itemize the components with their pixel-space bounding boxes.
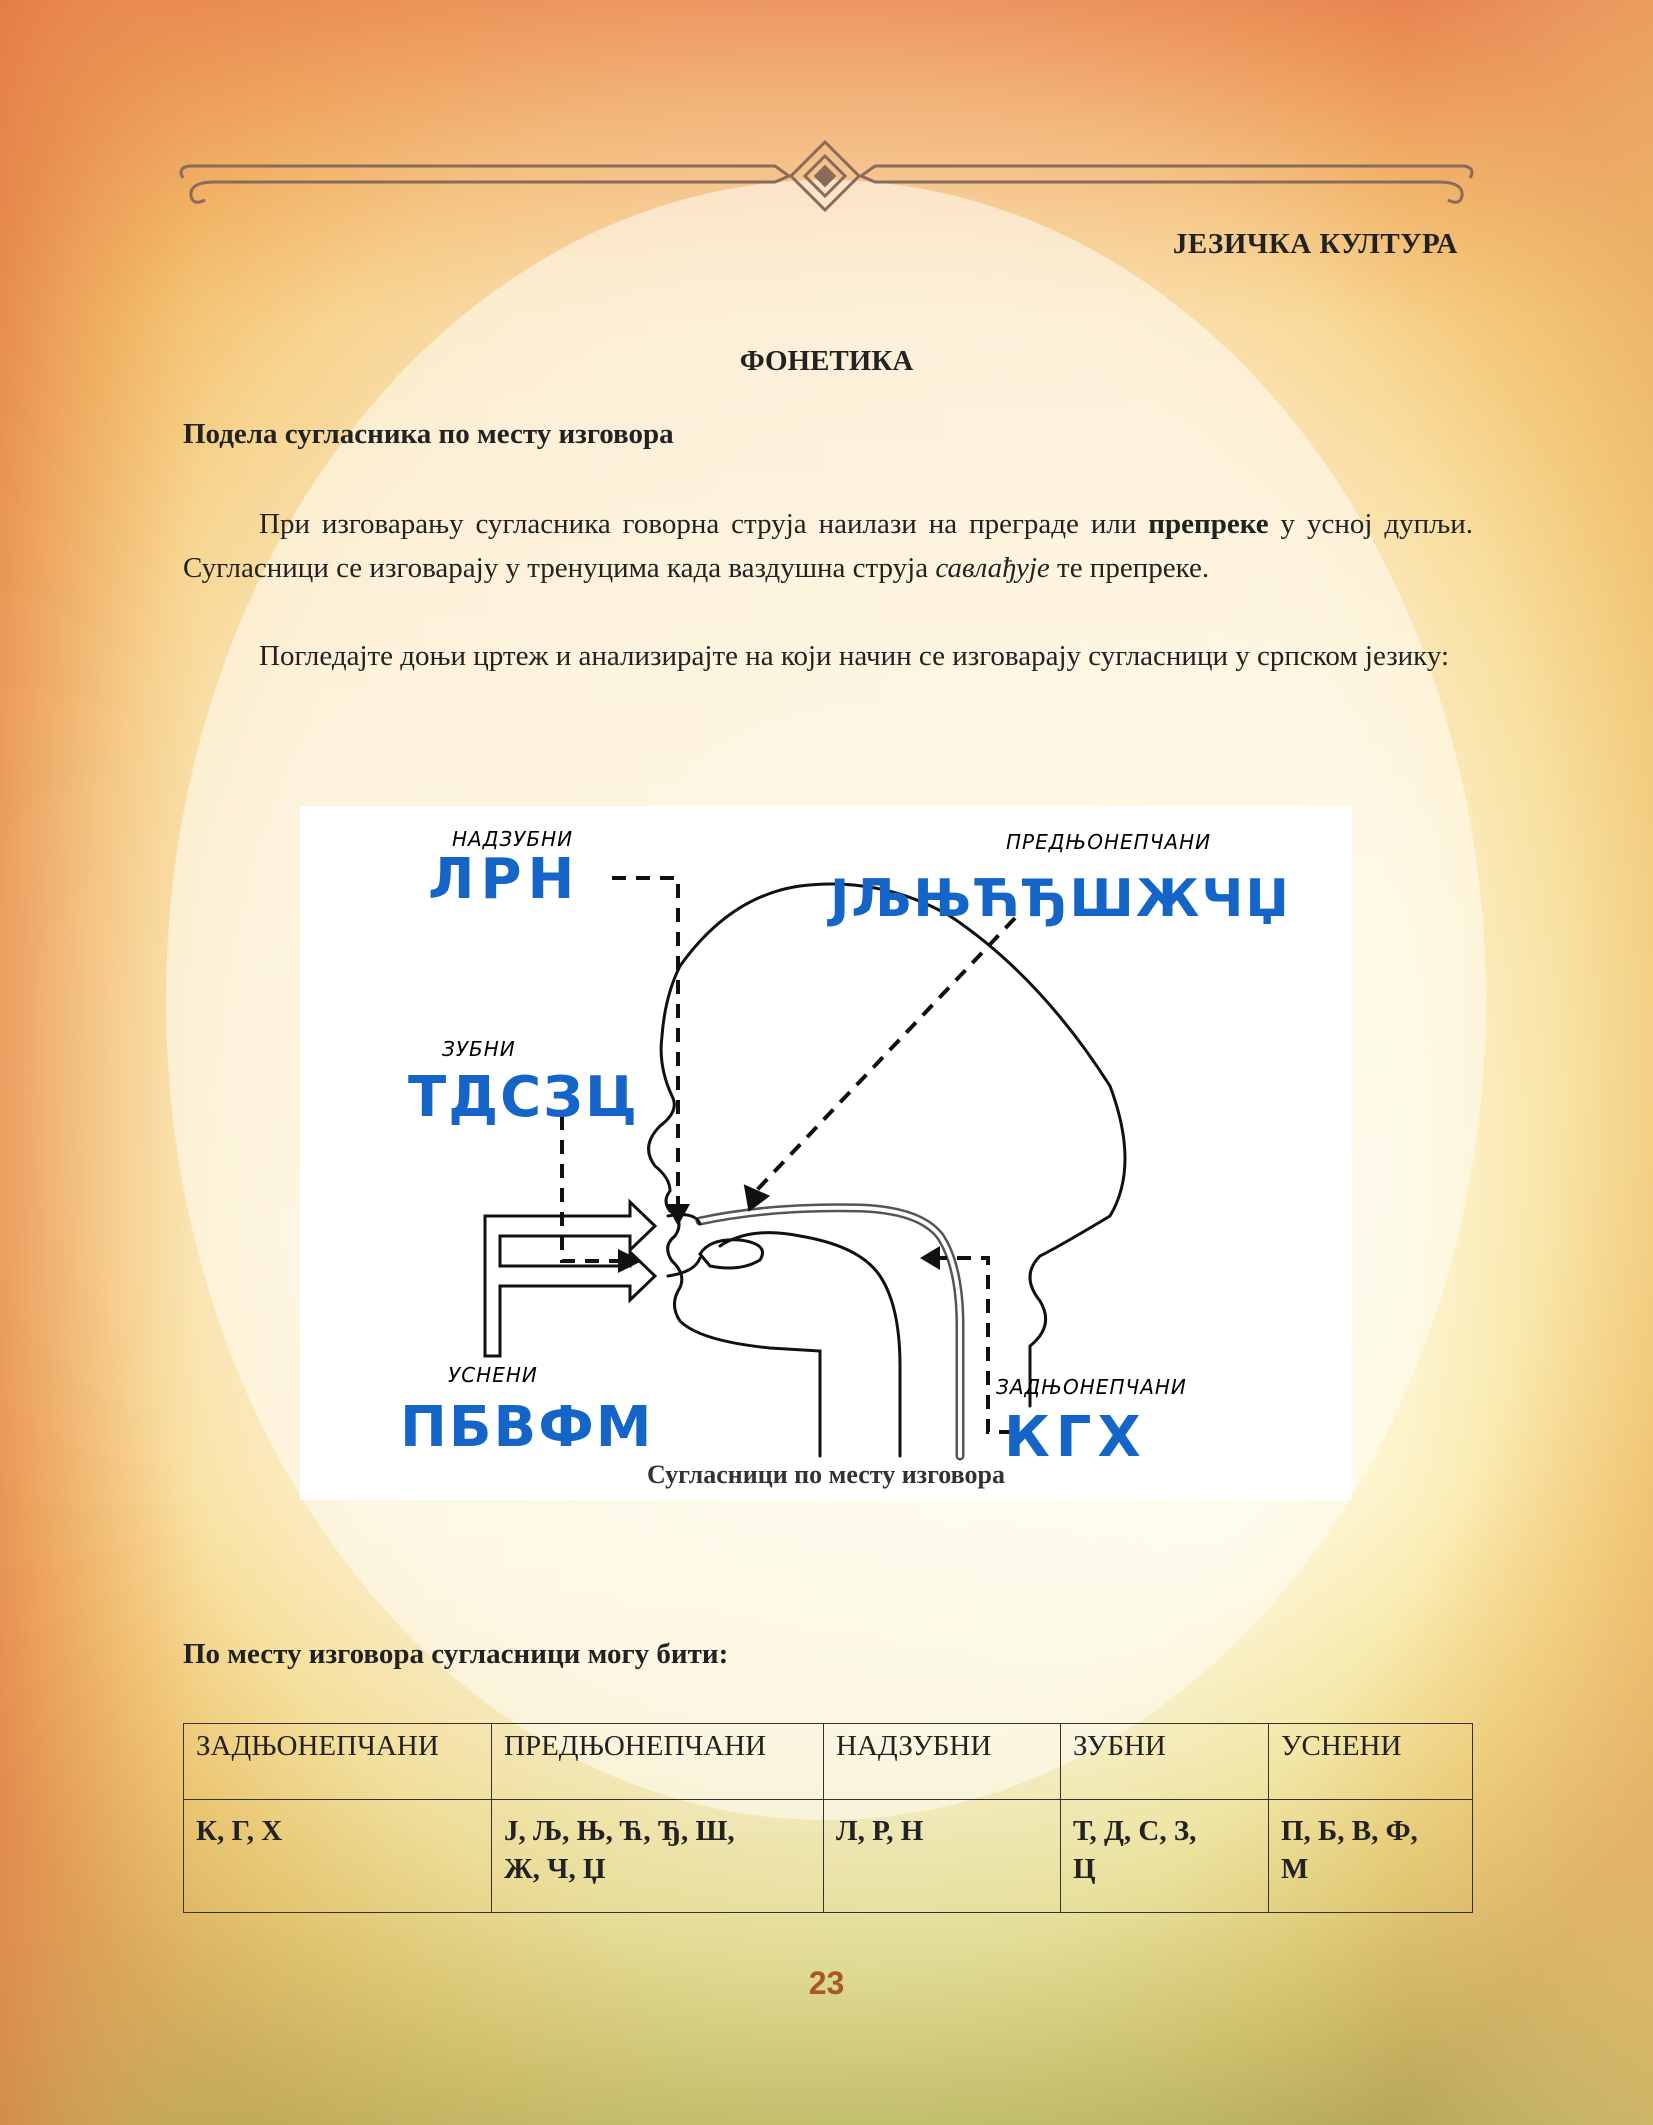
section-header: ЈЕЗИЧКА КУЛТУРА bbox=[1172, 228, 1458, 260]
page-number: 23 bbox=[808, 1965, 845, 2001]
table-header-cell: УСНЕНИ bbox=[1269, 1724, 1473, 1800]
figure-caption: Сугласници по месту изговора bbox=[647, 1460, 1005, 1489]
letters-prednjonepcani: ЈЉЊЋЂШЖЧЏ bbox=[830, 869, 1291, 929]
table-cell: П, Б, В, Ф, М bbox=[1269, 1800, 1473, 1913]
letters-zubni: ТДСЗЦ bbox=[408, 1065, 639, 1130]
label-zubni: ЗУБНИ bbox=[442, 1037, 516, 1061]
table-cell: Ј, Љ, Њ, Ћ, Ђ, Ш, Ж, Ч, Џ bbox=[492, 1800, 824, 1913]
head-profile-drawing bbox=[300, 806, 1352, 1500]
table-header-cell: ЗАДЊОНЕПЧАНИ bbox=[184, 1724, 492, 1800]
label-usneni: УСНЕНИ bbox=[448, 1363, 538, 1387]
table-cell: К, Г, Х bbox=[184, 1800, 492, 1913]
table-header-cell: ПРЕДЊОНЕПЧАНИ bbox=[492, 1724, 824, 1800]
articulation-figure bbox=[300, 806, 1352, 1500]
table-header-cell: НАДЗУБНИ bbox=[824, 1724, 1061, 1800]
label-prednjonepcani: ПРЕДЊОНЕПЧАНИ bbox=[1006, 830, 1212, 854]
emphasis-bold: препреке bbox=[1148, 508, 1269, 540]
header-ornament bbox=[175, 130, 1478, 220]
table-row bbox=[184, 1800, 1473, 1913]
table-cell: Л, Р, Н bbox=[824, 1800, 1061, 1913]
table-cell: Т, Д, С, З, Ц bbox=[1061, 1800, 1269, 1913]
label-zadnjonepcani: ЗАДЊОНЕПЧАНИ bbox=[996, 1375, 1187, 1399]
letters-zadnjonepcani: КГХ bbox=[1004, 1405, 1147, 1470]
emphasis-italic: савлађује bbox=[935, 552, 1050, 584]
letters-nadzubni: ЛРН bbox=[428, 847, 581, 912]
page-title: ФОНЕТИКА bbox=[739, 345, 914, 377]
table-header-row bbox=[184, 1724, 1473, 1800]
letters-usneni: ПБВФМ bbox=[400, 1395, 654, 1460]
table-header-cell: ЗУБНИ bbox=[1061, 1724, 1269, 1800]
intro-paragraph: При изговарању сугласника говорна струја наилази на преграде или препреке у усној дупљи. Сугласници се изговарају у тренуцима када ваздушна струја савлађује те препреке. bbox=[183, 508, 1474, 584]
label-nadzubni: НАДЗУБНИ bbox=[452, 827, 574, 851]
consonant-table bbox=[183, 1723, 1473, 1913]
list-title: По месту изговора сугласници могу бити: bbox=[183, 1638, 729, 1670]
instruction-paragraph: Погледајте доњи цртеж и анализирајте на који начин се изговарају сугласници у српском језику: bbox=[259, 640, 1450, 672]
subsection-title: Подела сугласника по месту изговора bbox=[183, 418, 674, 450]
